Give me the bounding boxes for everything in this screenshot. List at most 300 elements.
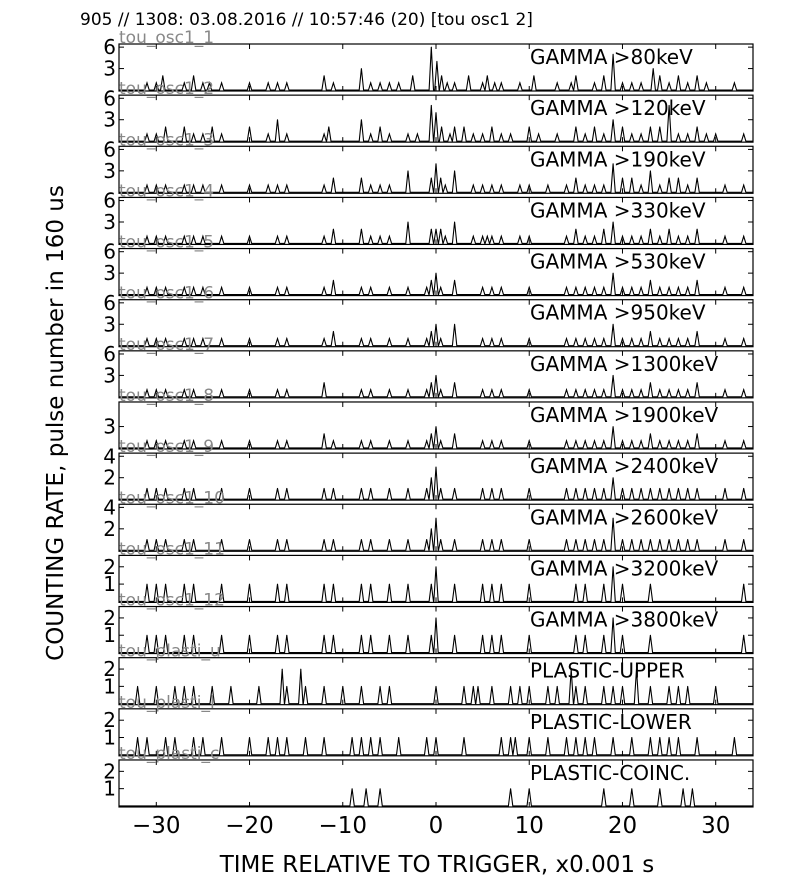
data-point	[697, 280, 698, 281]
data-point	[641, 287, 642, 288]
data-point	[249, 287, 250, 288]
data-point	[286, 686, 287, 687]
data-point	[380, 126, 381, 127]
data-point	[501, 82, 502, 83]
data-point	[482, 488, 483, 489]
data-point	[258, 686, 259, 687]
data-point	[277, 82, 278, 83]
data-point	[249, 635, 250, 636]
data-point	[491, 236, 492, 237]
y-tick-label: 2	[103, 605, 116, 630]
data-point	[165, 635, 166, 636]
panel-id-label: tou_osc1_3	[119, 130, 215, 151]
data-point	[361, 287, 362, 288]
data-point	[547, 686, 548, 687]
data-point	[603, 584, 604, 585]
data-point	[436, 163, 437, 164]
data-point	[641, 82, 642, 83]
data-point	[650, 488, 651, 489]
data-point	[441, 126, 442, 127]
panel-id-label: tou_osc1_8	[119, 385, 215, 406]
data-point	[193, 75, 194, 76]
data-point	[389, 287, 390, 288]
data-point	[706, 82, 707, 83]
y-tick-label: 3	[103, 209, 116, 234]
data-point	[454, 382, 455, 383]
data-point	[585, 686, 586, 687]
data-point	[697, 178, 698, 179]
data-point	[389, 635, 390, 636]
data-point	[622, 338, 623, 339]
data-point	[669, 488, 670, 489]
data-point	[193, 635, 194, 636]
data-point	[324, 539, 325, 540]
data-point	[389, 338, 390, 339]
data-point	[669, 539, 670, 540]
panel-id-label: tou_osc1_1	[119, 28, 215, 48]
data-point	[431, 280, 432, 281]
data-point	[603, 686, 604, 687]
data-point	[147, 635, 148, 636]
data-point	[659, 236, 660, 237]
data-point	[426, 287, 427, 288]
data-point	[641, 185, 642, 186]
y-tick-label: 2	[103, 657, 116, 682]
data-point	[454, 433, 455, 434]
data-point	[575, 389, 576, 390]
data-point	[594, 287, 595, 288]
data-point	[631, 178, 632, 179]
data-point	[585, 440, 586, 441]
data-point	[566, 440, 567, 441]
data-point	[566, 236, 567, 237]
y-tick-label: 2	[103, 465, 116, 490]
data-point	[277, 584, 278, 585]
data-point	[249, 338, 250, 339]
data-point	[436, 61, 437, 62]
data-point	[249, 236, 250, 237]
panel-channel-label: GAMMA >2400keV	[530, 454, 719, 479]
y-tick-label: 6	[103, 137, 116, 162]
data-point	[669, 287, 670, 288]
data-point	[734, 737, 735, 738]
panel-id-label: tou_osc1_5	[119, 232, 215, 253]
data-point	[743, 539, 744, 540]
data-point	[678, 75, 679, 76]
panel-id-label: tou_osc1_7	[119, 334, 215, 355]
y-tick-label: 3	[103, 158, 116, 183]
data-point	[557, 82, 558, 83]
data-point	[650, 280, 651, 281]
y-tick-label: 2	[103, 516, 116, 541]
y-tick-label: 6	[103, 35, 116, 60]
data-point	[687, 488, 688, 489]
data-point	[184, 126, 185, 127]
data-point	[249, 584, 250, 585]
data-point	[669, 229, 670, 230]
data-point	[184, 635, 185, 636]
data-point	[408, 170, 409, 171]
data-point	[324, 75, 325, 76]
data-point	[431, 229, 432, 230]
data-point	[678, 539, 679, 540]
y-tick-label: 3	[103, 363, 116, 388]
data-point	[594, 737, 595, 738]
data-point	[249, 82, 250, 83]
data-point	[352, 788, 353, 789]
data-point	[482, 134, 483, 135]
data-point	[501, 185, 502, 186]
data-point	[221, 584, 222, 585]
data-point	[692, 788, 693, 789]
data-point	[389, 539, 390, 540]
data-point	[212, 686, 213, 687]
data-point	[501, 287, 502, 288]
data-point	[249, 126, 250, 127]
data-point	[529, 287, 530, 288]
data-point	[697, 488, 698, 489]
data-point	[370, 82, 371, 83]
data-point	[370, 134, 371, 135]
x-tick-label: −10	[318, 812, 368, 839]
data-point	[669, 686, 670, 687]
data-point	[641, 236, 642, 237]
data-point	[641, 539, 642, 540]
data-point	[286, 287, 287, 288]
y-tick-label: 4	[103, 444, 116, 469]
data-point	[221, 338, 222, 339]
data-point	[249, 185, 250, 186]
data-point	[571, 82, 572, 83]
data-point	[529, 338, 530, 339]
data-point	[650, 382, 651, 383]
y-axis-label: COUNTING RATE, pulse number in 160 us	[43, 185, 69, 661]
panel-channel-label: GAMMA >1300keV	[530, 351, 719, 376]
panel-id-label: tou_osc1_12	[119, 590, 225, 611]
data-point	[324, 584, 325, 585]
data-point	[305, 686, 306, 687]
x-tick-label: 30	[701, 812, 731, 839]
data-point	[725, 185, 726, 186]
data-point	[464, 126, 465, 127]
data-point	[594, 185, 595, 186]
x-tick-label: −20	[225, 812, 274, 839]
data-point	[669, 338, 670, 339]
data-point	[585, 539, 586, 540]
data-point	[324, 488, 325, 489]
data-point	[361, 686, 362, 687]
data-point	[454, 280, 455, 281]
data-point	[603, 134, 604, 135]
data-point	[622, 389, 623, 390]
data-point	[491, 185, 492, 186]
data-point	[659, 440, 660, 441]
data-point	[585, 737, 586, 738]
panel-id-label: tou_plasti_c	[119, 743, 220, 764]
panel-channel-label: GAMMA >2600keV	[530, 505, 719, 530]
y-tick-label: 2	[103, 554, 116, 579]
data-point	[669, 737, 670, 738]
data-point	[650, 539, 651, 540]
data-point	[725, 488, 726, 489]
data-point	[487, 236, 488, 237]
data-point	[441, 75, 442, 76]
x-axis-label: TIME RELATIVE TO TRIGGER, x0.001 s	[219, 852, 655, 878]
data-point	[431, 178, 432, 179]
data-point	[328, 126, 329, 127]
data-point	[715, 686, 716, 687]
data-point	[389, 440, 390, 441]
data-point	[622, 686, 623, 687]
data-point	[277, 236, 278, 237]
data-point	[277, 119, 278, 120]
data-point	[613, 737, 614, 738]
data-point	[370, 488, 371, 489]
data-point	[333, 331, 334, 332]
data-point	[510, 686, 511, 687]
data-point	[631, 389, 632, 390]
data-point	[370, 236, 371, 237]
panel-channel-label: GAMMA >80keV	[530, 45, 693, 69]
data-point	[440, 389, 441, 390]
data-point	[687, 686, 688, 687]
data-point	[659, 737, 660, 738]
data-point	[659, 75, 660, 76]
data-point	[659, 126, 660, 127]
data-point	[286, 737, 287, 738]
data-point	[454, 126, 455, 127]
panel-channel-label: PLASTIC-COINC.	[530, 760, 691, 785]
data-point	[494, 82, 495, 83]
data-point	[594, 82, 595, 83]
data-point	[594, 126, 595, 127]
data-point	[440, 178, 441, 179]
data-point	[408, 287, 409, 288]
data-point	[631, 737, 632, 738]
data-point	[491, 338, 492, 339]
data-point	[575, 686, 576, 687]
data-point	[324, 635, 325, 636]
data-point	[436, 518, 437, 519]
data-point	[333, 488, 334, 489]
data-point	[743, 236, 744, 237]
data-point	[529, 737, 530, 738]
data-point	[162, 75, 163, 76]
data-point	[585, 236, 586, 237]
data-point	[622, 287, 623, 288]
data-point	[389, 185, 390, 186]
y-tick-label: 3	[103, 312, 116, 337]
data-point	[454, 324, 455, 325]
y-tick-label: 1	[103, 674, 116, 699]
data-point	[370, 584, 371, 585]
data-point	[431, 635, 432, 636]
data-point	[249, 488, 250, 489]
data-point	[286, 440, 287, 441]
data-point	[491, 126, 492, 127]
data-point	[482, 185, 483, 186]
data-point	[622, 584, 623, 585]
data-point	[193, 737, 194, 738]
data-point	[333, 440, 334, 441]
y-tick-label: 6	[103, 239, 116, 264]
data-point	[529, 635, 530, 636]
data-point	[212, 126, 213, 127]
panel-id-label: tou_osc1_6	[119, 283, 215, 304]
data-point	[268, 737, 269, 738]
data-point	[324, 338, 325, 339]
data-point	[491, 686, 492, 687]
data-point	[440, 539, 441, 540]
data-point	[575, 75, 576, 76]
data-point	[613, 686, 614, 687]
data-point	[286, 82, 287, 83]
data-point	[454, 539, 455, 540]
data-point	[184, 584, 185, 585]
data-point	[687, 82, 688, 83]
data-point	[501, 584, 502, 585]
x-tick-label: 10	[514, 812, 544, 839]
data-point	[585, 635, 586, 636]
data-point	[678, 686, 679, 687]
data-point	[743, 635, 744, 636]
data-point	[743, 134, 744, 135]
data-point	[361, 68, 362, 69]
data-point	[165, 126, 166, 127]
data-point	[286, 635, 287, 636]
data-point	[650, 433, 651, 434]
data-point	[650, 331, 651, 332]
data-point	[594, 440, 595, 441]
y-tick-label: 1	[103, 776, 116, 801]
data-point	[659, 185, 660, 186]
data-point	[408, 389, 409, 390]
data-point	[697, 539, 698, 540]
y-tick-label: 3	[103, 261, 116, 286]
data-point	[305, 737, 306, 738]
y-tick-label: 3	[103, 56, 116, 81]
data-point	[533, 75, 534, 76]
panel-channel-label: GAMMA >190keV	[530, 147, 706, 172]
data-point	[431, 105, 432, 106]
data-point	[361, 635, 362, 636]
y-tick-label: 6	[103, 188, 116, 213]
data-point	[408, 488, 409, 489]
data-point	[370, 539, 371, 540]
data-point	[277, 539, 278, 540]
data-point	[436, 566, 437, 567]
data-point	[268, 82, 269, 83]
data-point	[361, 539, 362, 540]
data-point	[300, 669, 301, 670]
data-point	[697, 229, 698, 230]
data-point	[380, 236, 381, 237]
data-point	[678, 134, 679, 135]
data-point	[678, 440, 679, 441]
data-point	[431, 528, 432, 529]
data-point	[440, 488, 441, 489]
data-point	[165, 584, 166, 585]
data-point	[286, 584, 287, 585]
data-point	[221, 185, 222, 186]
data-point	[566, 287, 567, 288]
data-point	[426, 539, 427, 540]
data-point	[193, 584, 194, 585]
data-point	[650, 686, 651, 687]
panel-id-label: tou_osc1_11	[119, 539, 225, 560]
data-point	[431, 477, 432, 478]
data-point	[389, 584, 390, 585]
data-point	[659, 338, 660, 339]
x-tick-label: 20	[607, 812, 638, 839]
data-point	[221, 737, 222, 738]
data-point	[501, 539, 502, 540]
data-point	[482, 635, 483, 636]
data-point	[342, 686, 343, 687]
data-point	[361, 178, 362, 179]
data-point	[683, 788, 684, 789]
data-point	[594, 488, 595, 489]
data-point	[436, 112, 437, 113]
data-point	[743, 488, 744, 489]
data-point	[631, 134, 632, 135]
panel-channel-label: GAMMA >3200keV	[530, 556, 719, 581]
data-point	[380, 737, 381, 738]
data-point	[277, 635, 278, 636]
data-point	[478, 686, 479, 687]
data-point	[436, 686, 437, 687]
data-point	[408, 134, 409, 135]
data-point	[436, 737, 437, 738]
data-point	[447, 82, 448, 83]
data-point	[147, 737, 148, 738]
data-point	[669, 440, 670, 441]
data-point	[622, 126, 623, 127]
data-point	[519, 82, 520, 83]
data-point	[473, 236, 474, 237]
data-point	[389, 488, 390, 489]
data-point	[575, 635, 576, 636]
data-point	[650, 635, 651, 636]
data-point	[594, 389, 595, 390]
panel-id-label: tou_osc1_4	[119, 181, 215, 202]
data-point	[734, 82, 735, 83]
panel-channel-label: GAMMA >3800keV	[530, 607, 719, 632]
data-point	[380, 82, 381, 83]
data-point	[221, 635, 222, 636]
data-point	[249, 737, 250, 738]
data-point	[277, 185, 278, 186]
panel-channel-label: GAMMA >530keV	[530, 249, 706, 274]
data-point	[585, 287, 586, 288]
data-point	[575, 584, 576, 585]
data-point	[501, 737, 502, 738]
y-tick-label: 6	[103, 341, 116, 366]
data-point	[482, 338, 483, 339]
data-point	[268, 185, 269, 186]
data-point	[324, 185, 325, 186]
data-point	[436, 426, 437, 427]
data-point	[622, 178, 623, 179]
data-point	[193, 686, 194, 687]
data-point	[436, 229, 437, 230]
data-point	[650, 584, 651, 585]
data-point	[529, 126, 530, 127]
data-point	[743, 338, 744, 339]
data-point	[557, 134, 558, 135]
data-point	[697, 75, 698, 76]
data-point	[440, 338, 441, 339]
